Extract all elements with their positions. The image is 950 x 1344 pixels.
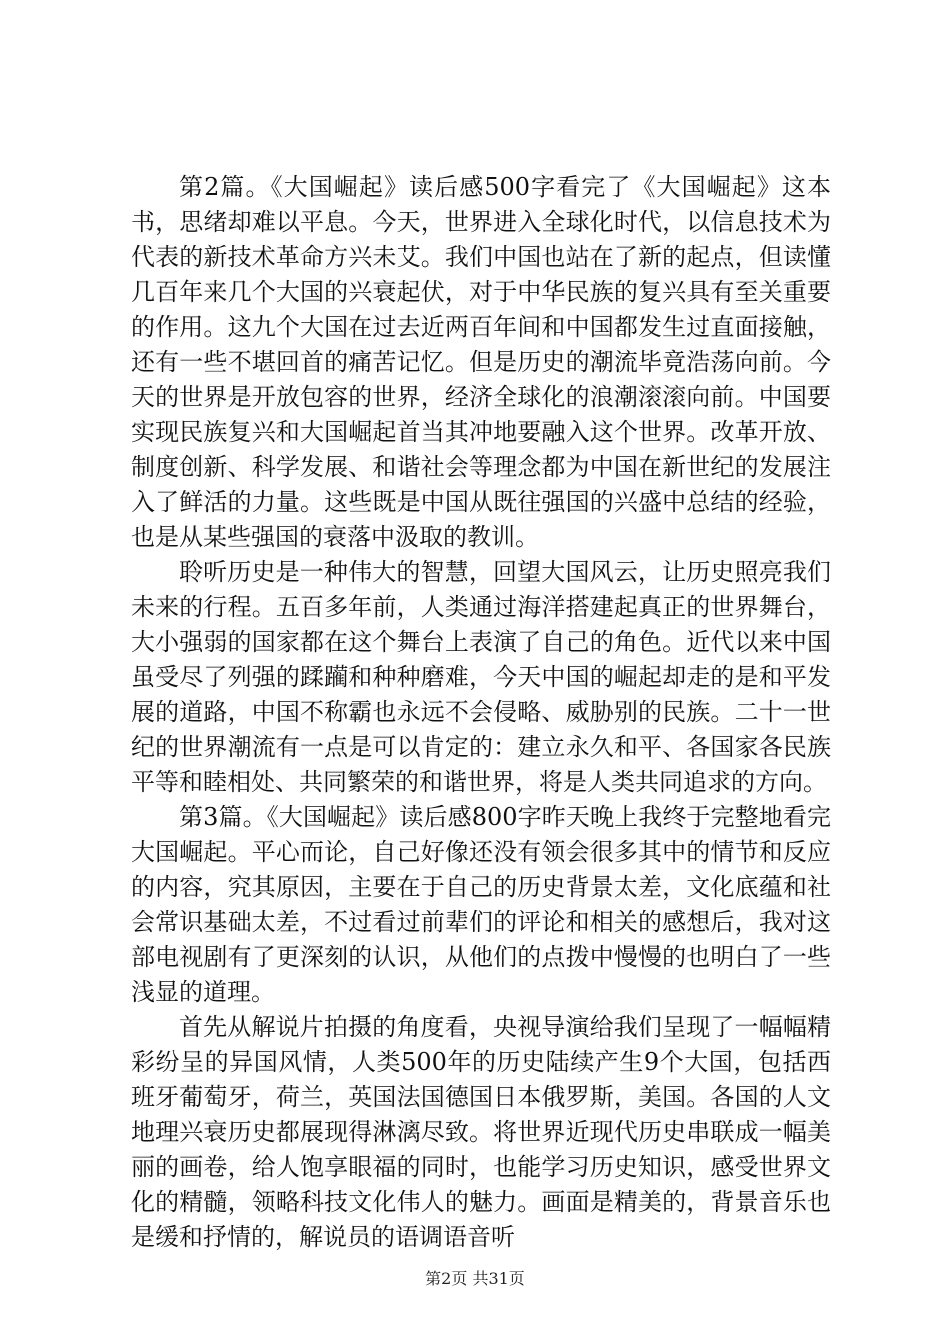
paragraph-3: 第3篇。《大国崛起》读后感800字昨天晚上我终于完整地看完大国崛起。平心而论，自己好像还没有领会很多其中的情节和反应的内容，究其原因，主要在于自己的历史背景太差，文化底蕴和社会常识基础太差，不过看过前辈们的评论和相关的感想后，我对这部电视剧有了更深刻的认识，从他们的点拨中慢慢的也明白了一些浅显的道理。 (131, 803, 831, 1006)
paragraph-4: 首先从解说片拍摄的角度看，央视导演给我们呈现了一幅幅精彩纷呈的异国风情，人类500年的历史陆续产生9个大国，包括西班牙葡萄牙，荷兰，英国法国德国日本俄罗斯，美国。各国的人文地理兴衰历史都展现得淋漓尽致。将世界近现代历史串联成一幅美丽的画卷，给人饱享眼福的同时，也能学习历史知识，感受世界文化的精髓，领略科技文化伟人的魅力。画面是精美的，背景音乐也是缓和抒情的，解说员的语调语音听 (131, 1013, 831, 1251)
document-body (131, 170, 831, 1255)
paragraph-1: 第2篇。《大国崛起》读后感500字看完了《大国崛起》这本书，思绪却难以平息。今天，世界进入全球化时代，以信息技术为代表的新技术革命方兴未艾。我们中国也站在了新的起点，但读懂几百年来几个大国的兴衰起伏，对于中华民族的复兴具有至关重要的作用。这九个大国在过去近两百年间和中国都发生过直面接触，还有一些不堪回首的痛苦记忆。但是历史的潮流毕竟浩荡向前。今天的世界是开放包容的世界，经济全球化的浪潮滚滚向前。中国要实现民族复兴和大国崛起首当其冲地要融入这个世界。改革开放、制度创新、科学发展、和谐社会等理念都为中国在新世纪的发展注入了鲜活的力量。这些既是中国从既往强国的兴盛中总结的经验，也是从某些强国的衰落中汲取的教训。 (131, 173, 831, 551)
paragraph-2: 聆听历史是一种伟大的智慧，回望大国风云，让历史照亮我们未来的行程。五百多年前，人类通过海洋搭建起真正的世界舞台，大小强弱的国家都在这个舞台上表演了自己的角色。近代以来中国虽受尽了列强的蹂躏和种种磨难，今天中国的崛起却走的是和平发展的道路，中国不称霸也永远不会侵略、威胁别的民族。二十一世纪的世界潮流有一点是可以肯定的：建立永久和平、各国家各民族平等和睦相处、共同繁荣的和谐世界，将是人类共同追求的方向。 (131, 558, 831, 796)
page-footer: 第2页 共31页 (425, 1269, 525, 1288)
